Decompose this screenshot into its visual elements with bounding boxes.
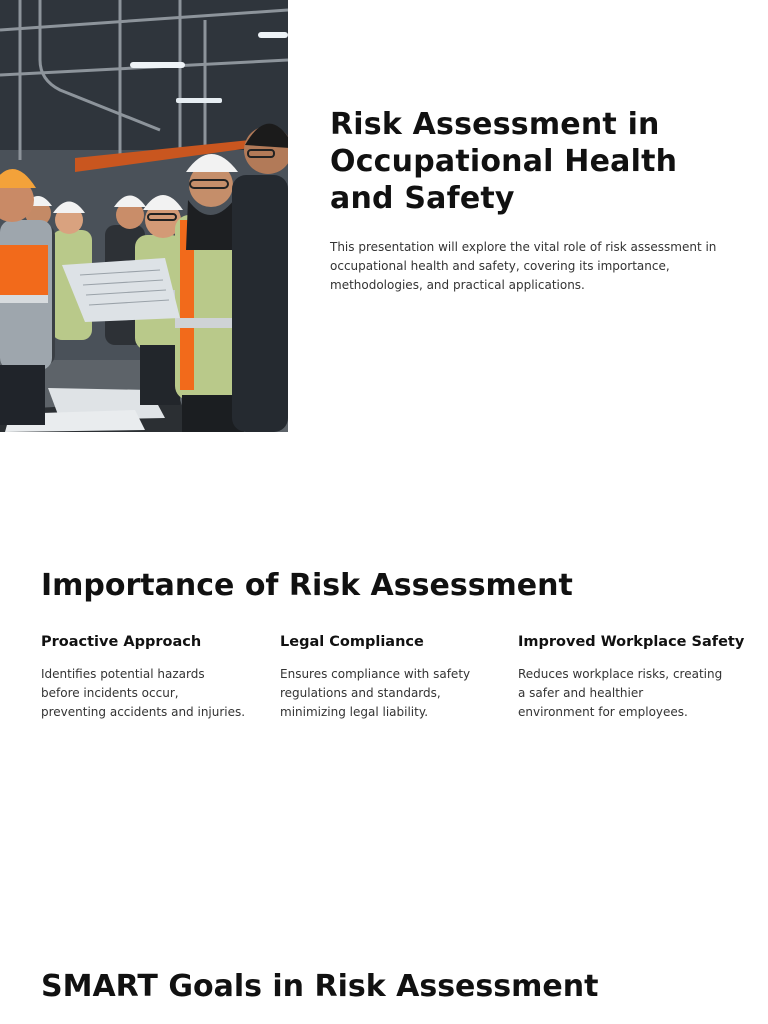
workers-photo-illustration — [0, 0, 288, 432]
presentation-description: This presentation will explore the vital role of risk assessment in occupational health and safety, covering its importance, methodologies, and practical applications. — [330, 240, 717, 292]
section-title-importance: Importance of Risk Assessment — [41, 568, 573, 603]
card-legal-compliance — [280, 632, 510, 722]
card-text: Identifies potential hazards before incidents occur, preventing accidents and injuries. — [41, 667, 246, 719]
card-proactive-approach — [41, 632, 271, 722]
card-title: Improved Workplace Safety — [518, 634, 745, 650]
card-text: Ensures compliance with safety regulations and standards, minimizing legal liability. — [280, 667, 471, 719]
card-text: Reduces workplace risks, creating a safer and healthier environment for employees. — [518, 667, 723, 719]
section-title-smart-goals: SMART Goals in Risk Assessment — [41, 969, 599, 1004]
hero-image — [0, 0, 288, 432]
card-title: Legal Compliance — [280, 634, 424, 650]
card-improved-workplace-safety — [518, 632, 758, 722]
card-title: Proactive Approach — [41, 634, 202, 650]
presentation-title: Risk Assessment in Occupational Health and Safety — [330, 107, 678, 216]
